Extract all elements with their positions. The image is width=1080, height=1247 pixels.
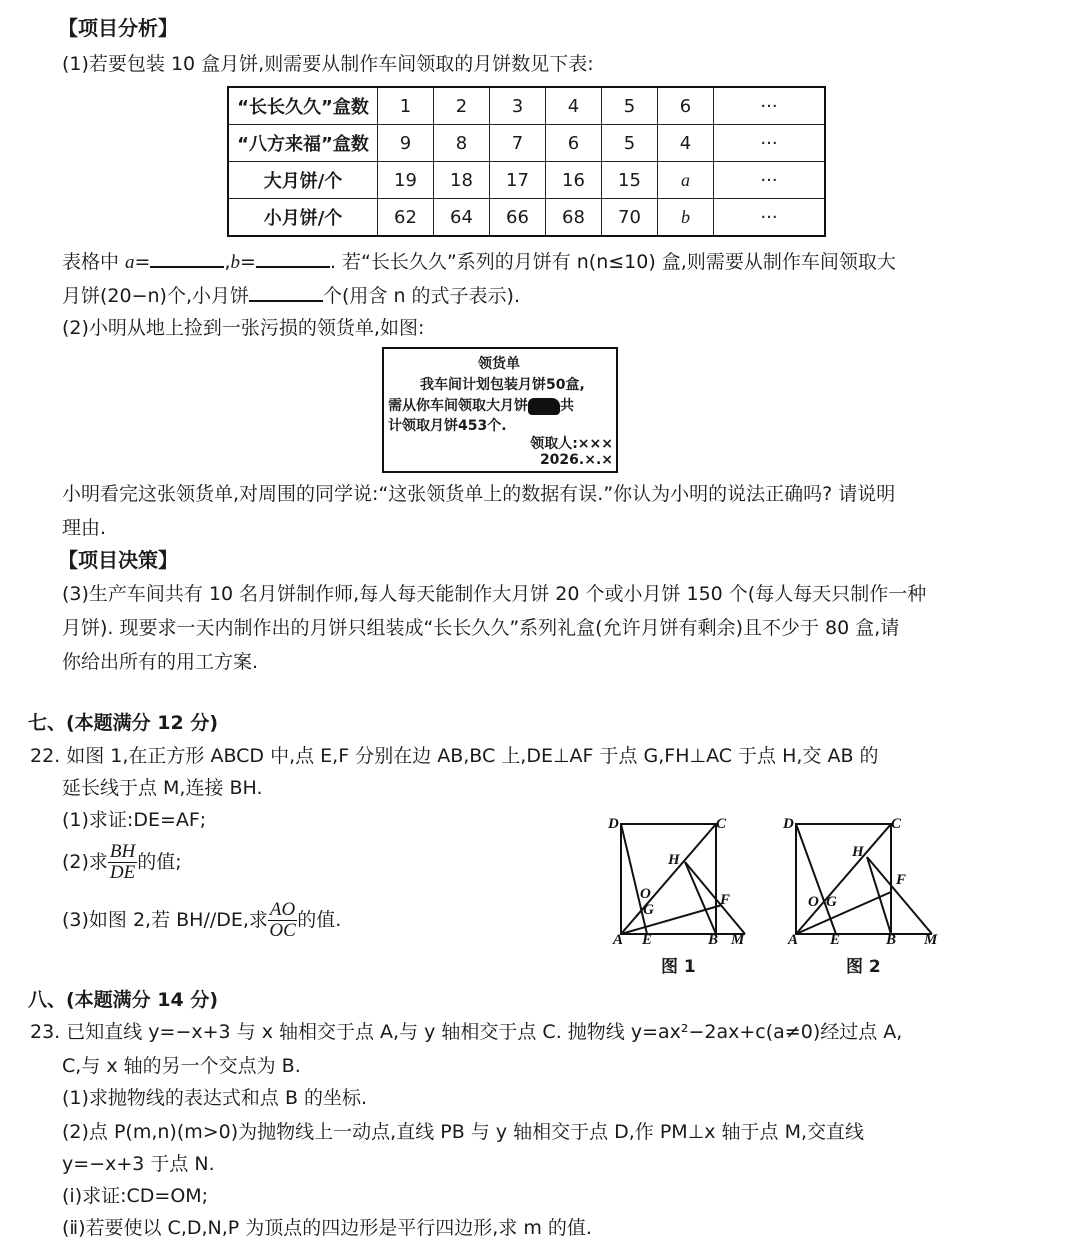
q22-line-1: 22. 如图 1,在正方形 ABCD 中,点 E,F 分别在边 AB,BC 上,DE⊥AF 于点 G,FH⊥AC 于点 H,交 AB 的 <box>30 745 879 767</box>
fraction-ao-oc <box>268 900 297 941</box>
q23-line-1: 23. 已知直线 y=−x+3 与 x 轴相交于点 A,与 y 轴相交于点 C. 抛物线 y=ax²−2ax+c(a≠0)经过点 A, <box>30 1021 903 1043</box>
text: 需从你车间领取大月饼 <box>388 398 528 414</box>
label-e: E <box>642 932 653 947</box>
table-cell: 4 <box>658 125 714 162</box>
q23-sub-2-line-1: (2)点 P(m,n)(m>0)为抛物线上一动点,直线 PB 与 y 轴相交于点 D,作 PM⊥x 轴于点 M,交直线 <box>62 1121 865 1143</box>
table-cell: 66 <box>490 199 546 237</box>
label-f: F <box>896 872 907 888</box>
label-h: H <box>668 852 680 868</box>
label-b: B <box>886 932 897 947</box>
denominator: DE <box>109 862 136 883</box>
text: 的值. <box>297 909 342 931</box>
table-cell: 1 <box>378 87 434 125</box>
table-cell: 17 <box>490 162 546 199</box>
text: 个(用含 n 的式子表示). <box>323 285 521 307</box>
label-m: M <box>731 932 745 947</box>
table-cell: 9 <box>378 125 434 162</box>
label-a: A <box>788 932 799 947</box>
figure-1-caption: 图 1 <box>661 957 696 977</box>
figure-2-caption: 图 2 <box>846 957 881 977</box>
section-7-heading: 七、(本题满分 12 分) <box>28 712 219 734</box>
text: 表格中 <box>62 251 126 273</box>
label-h: H <box>852 844 864 860</box>
label-f: F <box>720 892 731 908</box>
table-cell: ··· <box>714 199 826 237</box>
text: , <box>224 251 231 273</box>
answer-blank-a[interactable] <box>150 248 224 268</box>
ink-smudge <box>528 398 560 415</box>
label-m: M <box>924 932 938 947</box>
label-o: O <box>808 894 819 910</box>
heading-project-decision: 【项目决策】 <box>58 548 178 572</box>
table-row <box>228 162 825 199</box>
table-row <box>228 199 825 237</box>
slip-line-2 <box>388 395 574 415</box>
table-cell: 6 <box>546 125 602 162</box>
geometry-figure-1 <box>605 812 755 947</box>
slip-line-1: 我车间计划包装月饼50盒, <box>420 377 585 393</box>
q3-line-1: (3)生产车间共有 10 名月饼制作师,每人每天能制作大月饼 20 个或小月饼 150 个(每人每天只制作一种 <box>62 583 927 605</box>
q23-sub-2-line-2: y=−x+3 于点 N. <box>62 1153 215 1175</box>
mooncake-table <box>227 86 826 237</box>
numerator: AO <box>269 899 296 920</box>
q3-line-2: 月饼). 现要求一天内制作出的月饼只组装成“长长久久”系列礼盒(允许月饼有剩余)且不少于 80 盒,请 <box>62 617 900 639</box>
table-cell: 70 <box>602 199 658 237</box>
text: . 若“长长久久”系列的月饼有 n(n≤10) 盒,则需要从制作车间领取大 <box>329 251 896 273</box>
variable-b: b <box>230 252 241 273</box>
table-cell: 18 <box>434 162 490 199</box>
table-cell: ··· <box>714 162 826 199</box>
table-cell: 62 <box>378 199 434 237</box>
denominator: OC <box>269 920 296 941</box>
table-cell: 5 <box>602 125 658 162</box>
q2-text-1: 小明看完这张领货单,对周围的同学说:“这张领货单上的数据有误.”你认为小明的说法正确吗? 请说明 <box>62 483 896 505</box>
label-e: E <box>830 932 841 947</box>
answer-blank-b[interactable] <box>256 248 330 268</box>
q22-sub-2 <box>62 840 182 884</box>
label-d: D <box>608 816 619 832</box>
table-cell: 3 <box>490 87 546 125</box>
q1-fill-line-2 <box>62 282 520 308</box>
table-cell: 2 <box>434 87 490 125</box>
table-cell: 16 <box>546 162 602 199</box>
q22-sub-3 <box>62 898 341 942</box>
q2-text-2: 理由. <box>62 517 107 539</box>
row-label: 大月饼/个 <box>228 162 378 199</box>
label-c: C <box>716 816 727 832</box>
row-label: “长长久久”盒数 <box>228 87 378 125</box>
q23-sub-2-ii: (ⅱ)若要使以 C,D,N,P 为顶点的四边形是平行四边形,求 m 的值. <box>62 1217 592 1239</box>
text: = <box>134 251 151 273</box>
table-cell: 15 <box>602 162 658 199</box>
receipt-slip <box>382 347 618 473</box>
label-c: C <box>891 816 902 832</box>
label-o: O <box>640 886 651 902</box>
variable-a: a <box>125 252 135 273</box>
q22-line-2: 延长线于点 M,连接 BH. <box>62 777 263 799</box>
numerator: BH <box>109 841 136 862</box>
q1-intro: (1)若要包装 10 盒月饼,则需要从制作车间领取的月饼数见下表: <box>62 53 594 75</box>
table-cell: 5 <box>602 87 658 125</box>
text: 月饼(20−n)个,小月饼 <box>62 285 250 307</box>
label-d: D <box>783 816 794 832</box>
label-b: B <box>708 932 719 947</box>
q2-intro: (2)小明从地上捡到一张污损的领货单,如图: <box>62 317 425 339</box>
q1-fill-line <box>62 248 896 275</box>
text: (2)求 <box>62 851 108 873</box>
table-cell: 4 <box>546 87 602 125</box>
table-cell: 8 <box>434 125 490 162</box>
text: = <box>240 251 256 273</box>
table-cell: 68 <box>546 199 602 237</box>
row-label: 小月饼/个 <box>228 199 378 237</box>
text: 共 <box>560 398 574 414</box>
heading-project-analysis: 【项目分析】 <box>58 16 178 40</box>
table-cell: 6 <box>658 87 714 125</box>
text: (3)如图 2,若 BH//DE,求 <box>62 909 268 931</box>
q23-line-2: C,与 x 轴的另一个交点为 B. <box>62 1055 301 1077</box>
label-g: G <box>826 894 837 910</box>
table-cell: ··· <box>714 125 826 162</box>
section-8-heading: 八、(本题满分 14 分) <box>28 989 219 1011</box>
label-a: A <box>613 932 624 947</box>
text: 的值; <box>137 851 182 873</box>
row-label: “八方来福”盒数 <box>228 125 378 162</box>
q3-line-3: 你给出所有的用工方案. <box>62 651 259 673</box>
geometry-figure-2 <box>780 812 940 947</box>
table-cell-variable-b: b <box>658 199 714 237</box>
slip-title: 领货单 <box>478 356 520 372</box>
table-cell: 7 <box>490 125 546 162</box>
slip-line-3: 计领取月饼453个. <box>388 418 507 434</box>
q23-sub-1: (1)求抛物线的表达式和点 B 的坐标. <box>62 1087 368 1109</box>
table-cell: ··· <box>714 87 826 125</box>
label-g: G <box>643 902 654 918</box>
q23-sub-2-i: (ⅰ)求证:CD=OM; <box>62 1185 209 1207</box>
table-cell: 19 <box>378 162 434 199</box>
table-row <box>228 125 825 162</box>
answer-blank-small[interactable] <box>249 282 323 302</box>
table-cell: 64 <box>434 199 490 237</box>
slip-date: 2026.×.× <box>539 452 613 468</box>
fraction-bh-de <box>108 842 137 883</box>
table-row <box>228 87 825 125</box>
table-cell-variable-a: a <box>658 162 714 199</box>
q22-sub-1: (1)求证:DE=AF; <box>62 809 207 831</box>
slip-receiver: 领取人:××× <box>530 436 613 452</box>
